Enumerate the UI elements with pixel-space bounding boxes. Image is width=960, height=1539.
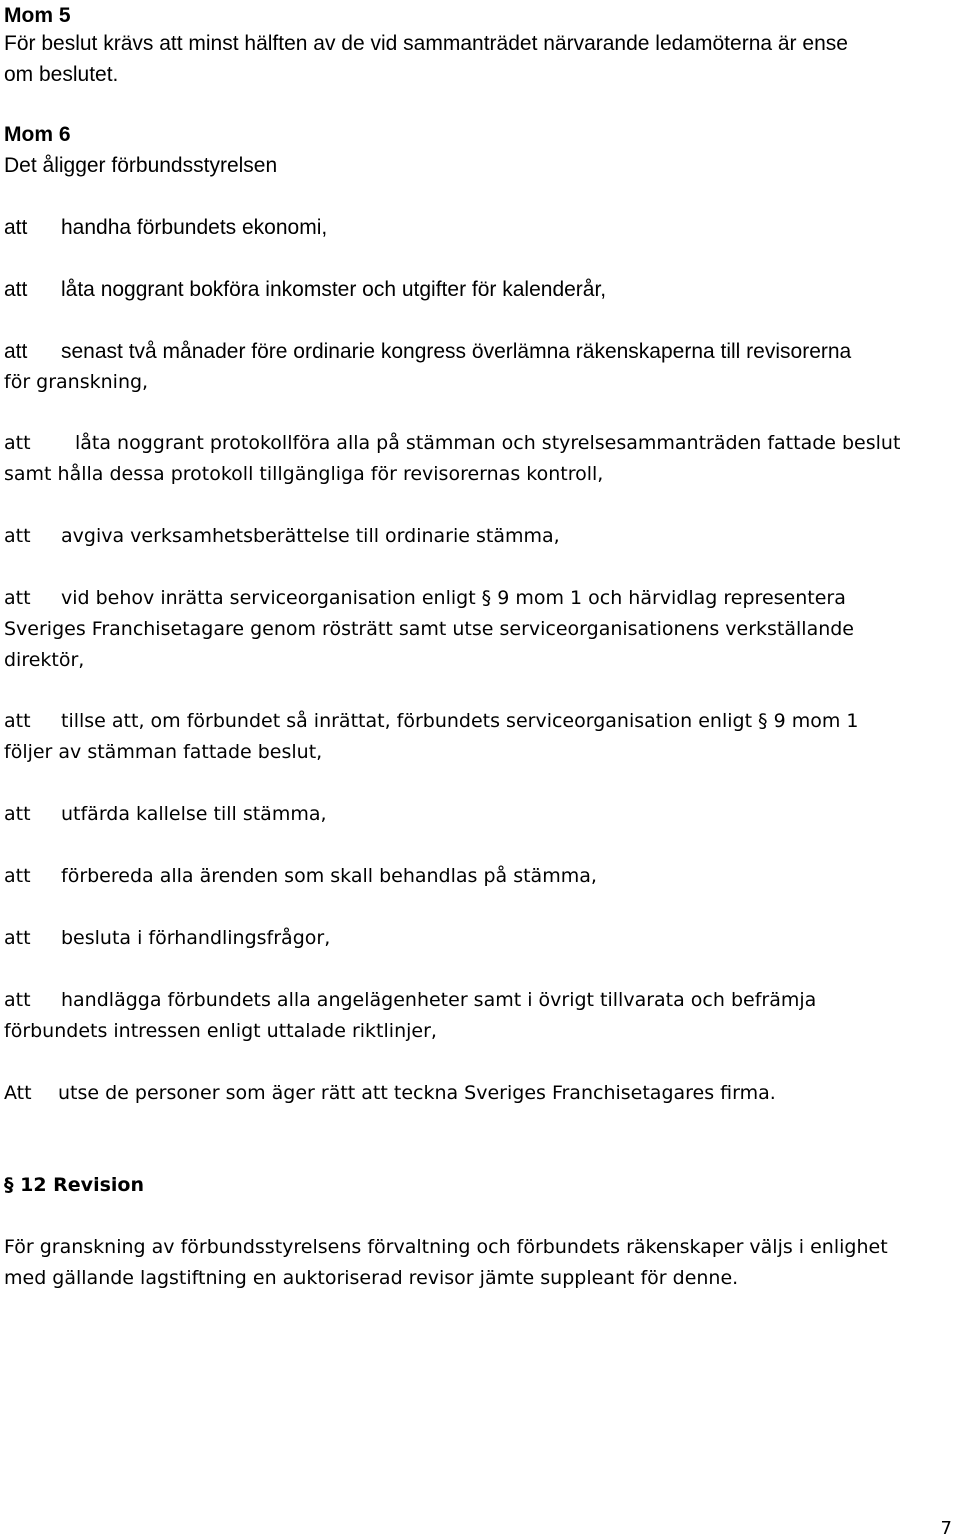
list-item	[4, 336, 851, 367]
list-item-text: handha förbundets ekonomi,	[61, 216, 328, 239]
list-item	[4, 583, 846, 614]
section-12-heading: § 12 Revision	[4, 1174, 144, 1196]
att-word: att	[4, 278, 28, 301]
list-item-text: besluta i förhandlingsfrågor,	[61, 927, 331, 949]
mom5-line-1: För beslut krävs att minst hälften av de vid sammanträdet närvarande ledamöterna är ense	[4, 32, 848, 55]
list-item-text: tillse att, om förbundet så inrättat, förbundets serviceorganisation enligt § 9 mom 1	[61, 710, 859, 732]
list-item	[4, 428, 900, 459]
list-item	[4, 212, 327, 243]
list-item	[4, 1078, 776, 1109]
list-item-text: handlägga förbundets alla angelägenheter samt i övrigt tillvarata och befrämja	[61, 989, 817, 1011]
list-item-text: utse de personer som äger rätt att teckna Sveriges Franchisetagares firma.	[58, 1082, 776, 1104]
list-item-continuation: direktör,	[4, 649, 85, 671]
list-item-text: låta noggrant bokföra inkomster och utgifter för kalenderår,	[61, 278, 607, 301]
att-word: att	[4, 525, 31, 547]
att-word: att	[4, 710, 31, 732]
list-item	[4, 923, 330, 954]
mom6-intro: Det åligger förbundsstyrelsen	[4, 154, 278, 177]
list-item	[4, 706, 859, 737]
att-word: att	[4, 927, 31, 949]
att-word: att	[4, 865, 31, 887]
att-word: att	[4, 989, 31, 1011]
att-word: att	[4, 432, 31, 454]
list-item-continuation: samt hålla dessa protokoll tillgängliga för revisorernas kontroll,	[4, 463, 604, 485]
list-item-continuation: Sveriges Franchisetagare genom rösträtt samt utse serviceorganisationens verkställande	[4, 618, 854, 640]
list-item	[4, 521, 560, 552]
list-item	[4, 799, 327, 830]
list-item-text: låta noggrant protokollföra alla på stämman och styrelsesammanträden fattade beslut	[75, 432, 901, 454]
page-number: 7	[940, 1518, 952, 1539]
list-item	[4, 861, 597, 892]
mom5-line-2: om beslutet.	[4, 63, 119, 86]
mom6-heading: Mom 6	[4, 123, 71, 146]
list-item-text: förbereda alla ärenden som skall behandlas på stämma,	[61, 865, 597, 887]
list-item-text: avgiva verksamhetsberättelse till ordinarie stämma,	[61, 525, 560, 547]
list-item-text: vid behov inrätta serviceorganisation enligt § 9 mom 1 och härvidlag representera	[61, 587, 846, 609]
section-12-line-1: För granskning av förbundsstyrelsens förvaltning och förbundets räkenskaper väljs i enlighet	[4, 1236, 888, 1258]
att-word: att	[4, 803, 31, 825]
list-item-continuation: förbundets intressen enligt uttalade riktlinjer,	[4, 1020, 437, 1042]
att-word: Att	[4, 1082, 32, 1104]
att-word: att	[4, 340, 28, 363]
list-item-continuation: följer av stämman fattade beslut,	[4, 741, 323, 763]
section-12-line-2: med gällande lagstiftning en auktoriserad revisor jämte suppleant för denne.	[4, 1267, 739, 1289]
list-item-continuation: för granskning,	[4, 371, 149, 393]
list-item	[4, 274, 606, 305]
att-word: att	[4, 216, 28, 239]
mom5-heading: Mom 5	[4, 4, 71, 27]
list-item	[4, 985, 816, 1016]
list-item-text: senast två månader före ordinarie kongress överlämna räkenskaperna till revisorerna	[61, 340, 852, 363]
list-item-text: utfärda kallelse till stämma,	[61, 803, 327, 825]
att-word: att	[4, 587, 31, 609]
